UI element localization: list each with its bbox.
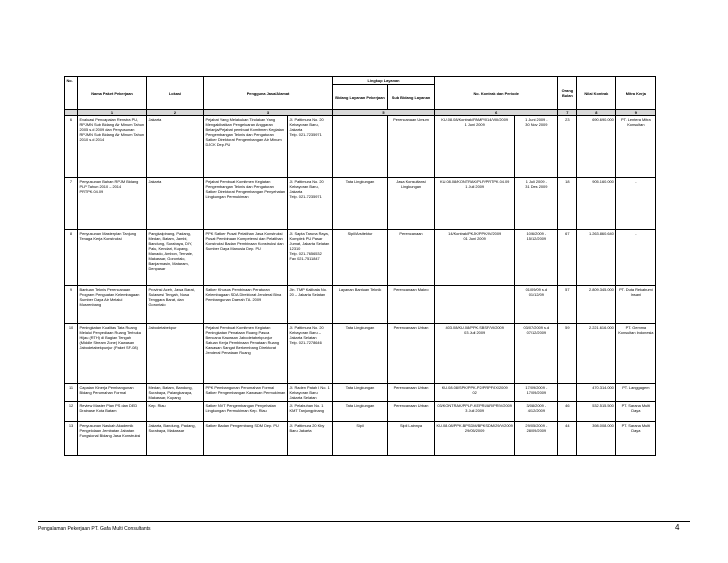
row-no: 9: [65, 286, 78, 324]
row-pengguna-jasa: Pejabat Yang Melakukan Tindakan Yang Mengakibatkan Pengeluaran Anggaran Belanja/Pejabat pembuat Komitmen Kegiatan Pengembangan Teknis dan Pengaturan Satker Direktorat Pengembangan Air Minum DJCK Dep.PU: [204, 116, 288, 178]
row-bidang-layanan: Tata Lingkungan: [333, 402, 388, 422]
header-pengguna-jasa: Pengguna Jasa/Alamat: [204, 77, 333, 110]
row-nama-paket: Peningkatan Kualitas Tata Ruang Melalui Penyediaan Ruang Terbuka Hijau (RTH) di Bagian Tengah (Middle Stream Zone) Kawasan Jabodetabekpunjur (Paket SF-08): [78, 324, 147, 384]
row-nilai-kontrak: 532.515.500: [577, 402, 616, 422]
row-orang-bulan: 23: [558, 116, 577, 178]
row-periode: 1 Juni 2009 - 30 Nov 2009: [515, 116, 558, 178]
row-bidang-layanan: Sipil/Arsitektur: [333, 230, 388, 286]
row-nilai-kontrak: 2.221.616.000: [577, 324, 616, 384]
row-orang-bulan: [558, 384, 577, 402]
row-periode: 1 Juli 2009 - 31 Des 2009: [515, 178, 558, 230]
row-pengguna-jasa: PPK Satker Pusat Pelatihan Jasa Konstruksi Pusat Pembinaan Kompetensi dan Pelatihan Konstruksi Badan Pembinaan Konstruksi dan Sumber Daya Manusia Dep. PU: [204, 230, 288, 286]
row-pengguna-jasa: PPK Pembangunan Perumahan Formal Satker Pengembangan Kawasan Permukiman: [204, 384, 288, 402]
row-nilai-kontrak: 470.314.000: [577, 384, 616, 402]
row-nilai-kontrak: 905.160.000: [577, 178, 616, 230]
row-bidang-layanan: Sipil: [333, 422, 388, 456]
row-mitra-kerja: PT. Langgagem: [616, 384, 656, 402]
header-sub-bidang: Sub Bidang Layanan: [388, 85, 435, 110]
table-row: [65, 230, 656, 286]
row-mitra-kerja: PT. Lentera Mitra Konsultan: [616, 116, 656, 178]
row-bidang-layanan: Tata Lingkungan: [333, 178, 388, 230]
row-lokasi: Jakarta: [147, 116, 204, 178]
row-lokasi: Provinsi Aceh, Jawa Barat, Sulawesi Tengah, Nusa Tenggara Barat, dan Gorontalo: [147, 286, 204, 324]
row-alamat: Jl. Pattimura No. 20 Kebayoran Baru – Jakarta Selatan Telp. 021-7278646: [288, 324, 333, 384]
header-lokasi: Lokasi: [147, 77, 204, 110]
table-row: [65, 116, 656, 178]
row-lokasi: Pangkalpinang, Padang, Medan, Batam, Jambi, Bandung, Surabaya, DIY, Palu, Kendari, Kupang, Manado, Ambon, Ternate, Makassar, Gorontalo, Banjarmasin, Mataram, Denpasar: [147, 230, 204, 286]
row-nama-paket: Evaluasi Pencapaian Renstra PU, RPJMN Sub Bidang Air Minum Tahun 2005 s.d 2009 dan Penyusunan RPJMN Sub Bidang Air Minum Tahun 2010 s.d 2014: [78, 116, 147, 178]
row-no-kontrak: 14/Kontrak/PKJK/PPK/IV/2009 01 Juni 2009: [435, 230, 515, 286]
table-row: [65, 286, 656, 324]
row-nilai-kontrak: 398.008.000: [577, 422, 616, 456]
column-number: 9: [616, 110, 656, 116]
row-nama-paket: Bantuan Teknis Perencanaan Program Penguatan Kelembagaan Sumber Daya Air Melalui Musrenbang: [78, 286, 147, 324]
header-no: No.: [65, 77, 78, 110]
row-periode: 03/07/2009 s.d 07/12/2009: [515, 324, 558, 384]
row-periode: 01/09/09 s.d 01/12/09: [515, 286, 558, 324]
column-number: 8: [577, 110, 616, 116]
column-number: 5: [333, 110, 435, 116]
table-row: [65, 402, 656, 422]
row-no: 6: [65, 116, 78, 178]
experience-table: [64, 76, 656, 456]
row-no: 11: [65, 384, 78, 402]
row-nilai-kontrak: 1.263.860.640: [577, 230, 616, 286]
row-mitra-kerja: PT. Sarana Multi Daya: [616, 422, 656, 456]
row-no-kontrak: 403.08/KU.08/PPK.SBSF/VI/2009 03 Juli 2009: [435, 324, 515, 384]
row-no-kontrak: KU.08.08/PPK.BPSDM/BPKSDM/29/V/2009 29/05/2009: [435, 422, 515, 456]
table-row: [65, 178, 656, 230]
row-sub-bidang: Perencanaan: [388, 230, 435, 286]
row-alamat: Jl. Raden Patah I No. 1 Kebayoran Baru Jakarta Selatan: [288, 384, 333, 402]
header-mitra-kerja: Mitra Kerja: [616, 77, 656, 110]
row-pengguna-jasa: Satker Badan Pengembang SDM Dep. PU: [204, 422, 288, 456]
row-orang-bulan: 57: [558, 286, 577, 324]
row-pengguna-jasa: Satker Khusus Pembinaan Peraturan Kelembagaan SDA Direktorat Jenderal Bina Pembangunan Daerah TA. 2009: [204, 286, 288, 324]
row-alamat: Jl. Pattimura 20 Kby Baru Jakarta: [288, 422, 333, 456]
row-bidang-layanan: Tata Lingkungan: [333, 384, 388, 402]
row-nama-paket: Penyusunan Masterplan Tanjung Tenaga Kerja Konstruksi: [78, 230, 147, 286]
row-periode: 29/05/2009 - 28/09/2009: [515, 422, 558, 456]
row-no-kontrak: [435, 286, 515, 324]
row-sub-bidang: Jasa Konsultansi Lingkungan: [388, 178, 435, 230]
row-no: 7: [65, 178, 78, 230]
column-number: 1: [78, 110, 147, 116]
row-sub-bidang: Sipil Lainnya: [388, 422, 435, 456]
row-alamat: Jl. Pattimura No. 20 Kebayoran Baru, Jakarta Telp. 021-7235971: [288, 116, 333, 178]
row-mitra-kerja: PT. Sarana Multi Daya: [616, 402, 656, 422]
row-sub-bidang: Perencanaan Urban: [388, 324, 435, 384]
row-no: 8: [65, 230, 78, 286]
header-nilai-kontrak: Nilai Kontrak: [577, 77, 616, 110]
row-sub-bidang: Perencanaan Urban: [388, 402, 435, 422]
column-number: 6: [435, 110, 558, 116]
row-lokasi: Jabodetabekpur: [147, 324, 204, 384]
row-bidang-layanan: Layanan Bantuan Teknik: [333, 286, 388, 324]
table-row: [65, 324, 656, 384]
row-nilai-kontrak: 2.809.345.000: [577, 286, 616, 324]
row-pengguna-jasa: Pejabat Pembuat Komitmen Kegiatan Pengembangan Teknis dan Pengaturan Satker Direktorat Pengembangan Penyehatan Lingkungan Permukiman: [204, 178, 288, 230]
row-pengguna-jasa: Satker NVT Pengembangan Penyehatan Lingkungan Permukiman Kep. Riau: [204, 402, 288, 422]
row-alamat: Jl. Pelabuhan No. 1 KMT Tanjungpinang: [288, 402, 333, 422]
row-no-kontrak: KU.08.08/KONTRAK/PLP/PRTPK.04.09 1 Juli 2009: [435, 178, 515, 230]
table-row: [65, 384, 656, 402]
row-orang-bulan: 59: [558, 324, 577, 384]
row-alamat: Jl. Pattimura No. 20 Kebayoran Baru, Jakarta Telp. 021-7235971: [288, 178, 333, 230]
row-periode: 3/08/2009 - 4/12/2009: [515, 402, 558, 422]
row-no-kontrak: KU.08.08/SPK/PPK-P2/PRPF/IX/2009 02: [435, 384, 515, 402]
column-number: 3: [204, 110, 333, 116]
row-lokasi: Medan, Batam, Bandung, Surabaya, Palangkaraya, Makassar, Kupang: [147, 384, 204, 402]
row-lokasi: Jakarta, Bandung, Padang, Surabaya, Makassar: [147, 422, 204, 456]
row-orang-bulan: 46: [558, 402, 577, 422]
row-mitra-kerja: -: [616, 230, 656, 286]
row-pengguna-jasa: Pejabat Pembuat Komitmen Kegiatan Peningkatan Penataan Ruang Pasca Bencana Kawasan Jabodetabekpunjur Satuan Kerja Pembinaan Penataan Ruang Kawasan Sangat Berkembang Direktorat Jenderal Penataan Ruang: [204, 324, 288, 384]
row-periode: 10/6/2009 - 15/12/2009: [515, 230, 558, 286]
row-no: 10: [65, 324, 78, 384]
footer-company: Pengalaman Pekerjaan PT. Gafa Multi Consultants: [38, 526, 151, 532]
row-lokasi: Jakarta: [147, 178, 204, 230]
row-orang-bulan: 67: [558, 230, 577, 286]
row-sub-bidang: Perencanaan Makro: [388, 286, 435, 324]
row-nama-paket: Penyusunan Naskah Akademik Pengelolaan Jembatan Jabatan Fungsional Bidang Jasa Konstruksi: [78, 422, 147, 456]
row-nama-paket: Review Master Plan PS dan DED Drainase Kota Batam: [78, 402, 147, 422]
row-no: 12: [65, 402, 78, 422]
page-number: 4: [675, 523, 680, 532]
row-alamat: Jl. Sapta Taruna Raya, Komplek PU Pasar Jumat, Jakarta Selatan 12310 Telp. 021-7656532 Fax 021-7511847: [288, 230, 333, 286]
row-bidang-layanan: [333, 116, 388, 178]
row-mitra-kerja: -: [616, 178, 656, 230]
header-orang-bulan: Orang Bulan: [558, 77, 577, 110]
row-nama-paket: Penyusunan Bahan RPJM Bidang PLP Tahun 2010 – 2014 PRTPK.04.09: [78, 178, 147, 230]
row-periode: 17/09/2009 - 17/09/2009: [515, 384, 558, 402]
row-nama-paket: Capaian Kinerja Pembangunan Bidang Perumahan Formal: [78, 384, 147, 402]
header-nama-paket: Nama Paket Pekerjaan: [78, 77, 147, 110]
column-number: 7: [558, 110, 577, 116]
row-mitra-kerja: PT. Gemma Konsultan Indonesia: [616, 324, 656, 384]
row-no-kontrak: KU.08.08/Kontrak/PAMP/014/VIII/2009 1 Juni 2009: [435, 116, 515, 178]
header-kontrak-periode: No. Kontrak dan Periode: [435, 77, 558, 110]
row-alamat: Jln. TMP Kalibata No. 20 – Jakarta Selatan: [288, 286, 333, 324]
row-no: 13: [65, 422, 78, 456]
row-sub-bidang: Perencanaan Urban: [388, 384, 435, 402]
row-orang-bulan: 18: [558, 178, 577, 230]
header-lingkup-layanan: Lingkup Layanan: [333, 77, 435, 85]
row-bidang-layanan: Tata Lingkungan: [333, 324, 388, 384]
row-orang-bulan: 44: [558, 422, 577, 456]
header-bidang-layanan: Bidang Layanan Pekerjaan: [333, 85, 388, 110]
table-row: [65, 422, 656, 456]
row-sub-bidang: Perencanaan Umum: [388, 116, 435, 178]
column-number: 2: [147, 110, 204, 116]
row-no-kontrak: 03/KONTRAK/PPLP-KEPRI/AR/PRIV/2009 3 Juli 2009: [435, 402, 515, 422]
row-lokasi: Kep. Riau: [147, 402, 204, 422]
row-nilai-kontrak: 690.690.000: [577, 116, 616, 178]
footer-rule: [38, 521, 690, 522]
row-mitra-kerja: PT. Duta Rekabumi Insani: [616, 286, 656, 324]
